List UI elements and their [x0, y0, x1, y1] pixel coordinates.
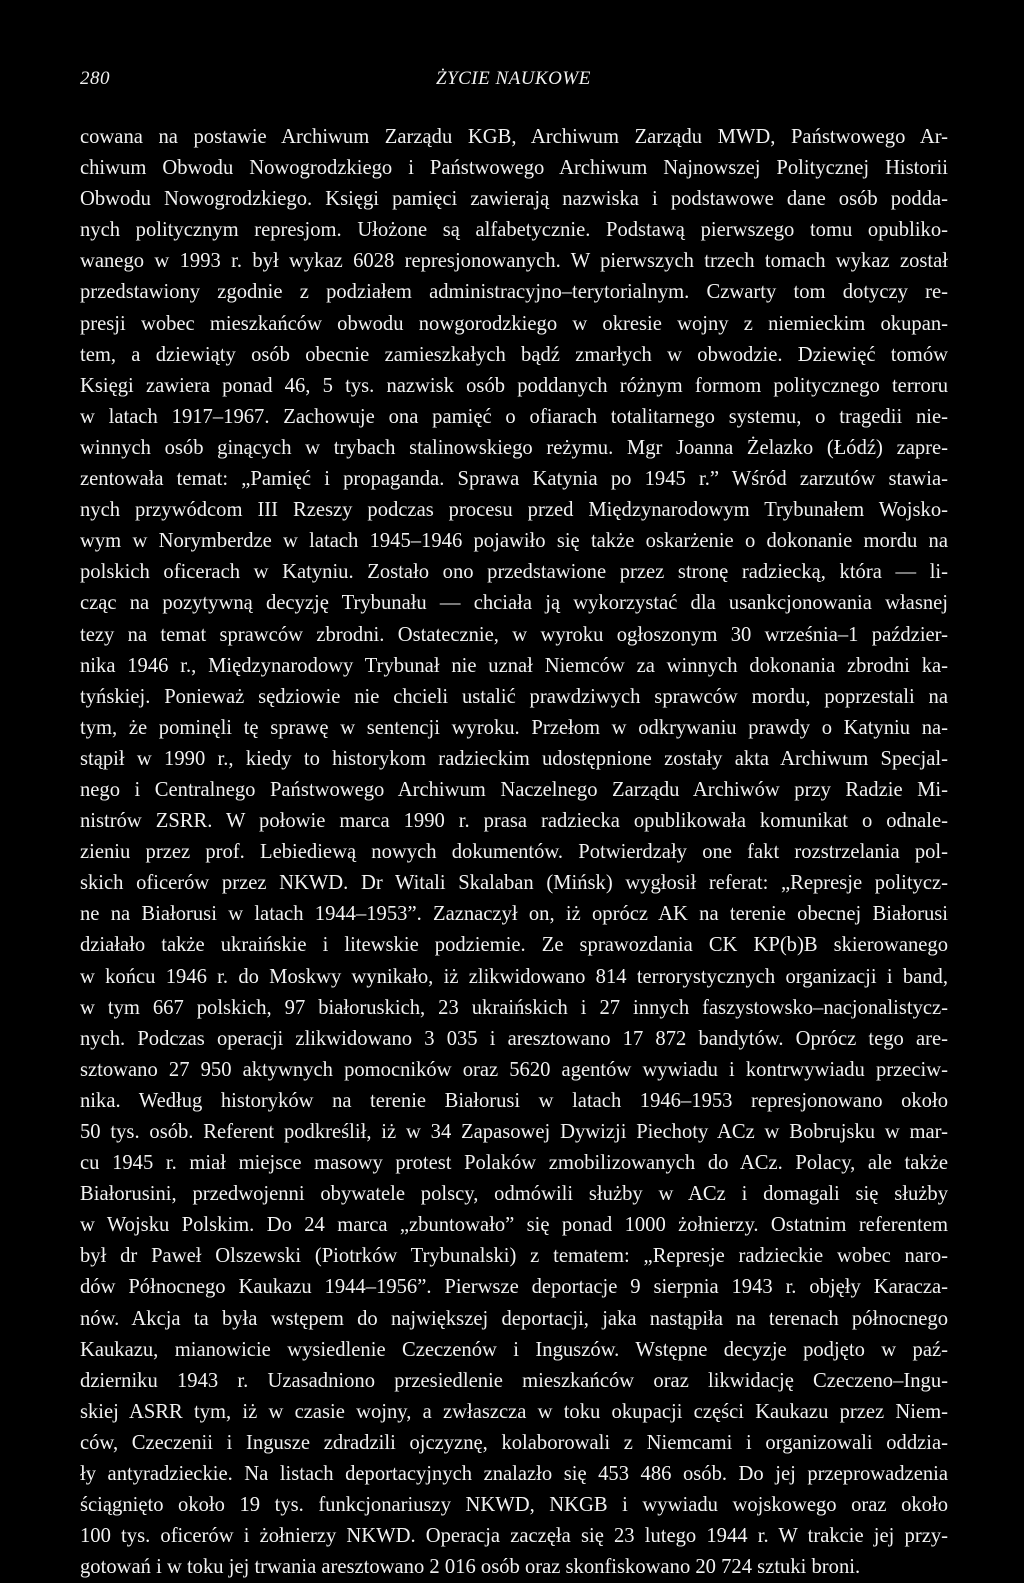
text-line: ły antyradzieckie. Na listach deportacyjnych znalazło się 453 486 osób. Do jej przeprowadzenia — [80, 1463, 948, 1486]
text-line: tezy na temat sprawców zbrodni. Ostatecznie, w wyroku ogłoszonym 30 września–1 paździer- — [80, 623, 948, 646]
text-line: wanego w 1993 r. był wykaz 6028 represjonowanych. W pierwszych trzech tomach wykaz został — [80, 250, 948, 273]
text-line: ców, Czeczenii i Ingusze zdradzili ojczyznę, kolaborowali z Niemcami i organizowali oddzia- — [80, 1431, 948, 1454]
text-line: dów Północnego Kaukazu 1944–1956”. Pierwsze deportacje 9 sierpnia 1943 r. objęły Karacza- — [80, 1276, 948, 1299]
text-line: 50 tys. osób. Referent podkreślił, iż w 34 Zapasowej Dywizji Piechoty ACz w Bobrujsku w mar- — [80, 1121, 948, 1143]
text-line: nika 1946 r., Międzynarodowy Trybunał nie uznał Niemców za winnych dokonania zbrodni ka- — [80, 654, 948, 677]
text-line: w tym 667 polskich, 97 białoruskich, 23 ukraińskich i 27 innych faszystowsko–nacjonalistycz- — [80, 996, 948, 1019]
text-line: Księgi zawiera ponad 46, 5 tys. nazwisk osób poddanych różnym formom politycznego terroru — [80, 374, 948, 397]
page-number: 280 — [80, 68, 110, 89]
text-line: przedstawiony zgodnie z podziałem administracyjno–terytorialnym. Czwarty tom dotyczy re- — [80, 281, 948, 304]
text-line: ściągnięto około 19 tys. funkcjonariuszy NKWD, NKGB i wywiadu wojskowego oraz około — [80, 1494, 948, 1517]
text-line: sztowano 27 950 aktywnych pomocników oraz 5620 agentów wywiadu i kontrwywiadu przeciw- — [80, 1058, 948, 1081]
text-line: nych. Podczas operacji zlikwidowano 3 035 i aresztowano 17 872 bandytów. Oprócz tego are- — [80, 1027, 948, 1050]
text-line: 100 tys. oficerów i żołnierzy NKWD. Operacja zaczęła się 23 lutego 1944 r. W trakcie jej przy- — [80, 1525, 948, 1548]
text-line: polskich oficerach w Katyniu. Zostało ono przedstawione przez stronę radziecką, która — li- — [80, 561, 948, 584]
text-line: zieniu przez prof. Lebiediewą nowych dokumentów. Potwierdzały one fakt rozstrzelania pol- — [80, 841, 948, 864]
text-line: nego i Centralnego Państwowego Archiwum Naczelnego Zarządu Archiwów przy Radzie Mi- — [80, 778, 948, 801]
text-line: nika. Według historyków na terenie Białorusi w latach 1946–1953 represjonowano około — [80, 1089, 948, 1112]
text-line: skiej ASRR tym, iż w czasie wojny, a zwłaszcza w toku okupacji części Kaukazu przez Niem- — [80, 1400, 948, 1423]
text-line: działało także ukraińskie i litewskie podziemie. Ze sprawozdania CK KP(b)B skierowanego — [80, 934, 948, 957]
text-line: był dr Paweł Olszewski (Piotrków Trybunalski) z tematem: „Represje radzieckie wobec naro- — [80, 1245, 948, 1268]
text-line: stąpił w 1990 r., kiedy to historykom radzieckim udostępnione zostały akta Archiwum Specjal- — [80, 747, 948, 770]
text-line: tym, że pominęli tę sprawę w sentencji wyroku. Przełom w odkrywaniu prawdy o Katyniu na- — [80, 716, 948, 739]
text-line: cowana na postawie Archiwum Zarządu KGB, Archiwum Zarządu MWD, Państwowego Ar- — [80, 126, 948, 148]
text-line: winnych osób ginących w trybach stalinowskiego reżymu. Mgr Joanna Żelazko (Łódź) zapre- — [80, 436, 948, 459]
text-line: skich oficerów przez NKWD. Dr Witali Skalaban (Mińsk) wygłosił referat: „Represje politycz- — [80, 872, 948, 895]
text-line: nych politycznym represjom. Ułożone są alfabetycznie. Podstawą pierwszego tomu opubliko- — [80, 219, 948, 242]
text-line: dzierniku 1943 r. Uzasadniono przesiedlenie mieszkańców oraz likwidację Czeczeno–Ingu- — [80, 1369, 948, 1392]
page-header — [80, 68, 948, 98]
text-line: cu 1945 r. miał miejsce masowy protest Polaków zmobilizowanych do ACz. Polacy, ale także — [80, 1152, 948, 1175]
text-line: chiwum Obwodu Nowogrodzkiego i Państwowego Archiwum Najnowszej Politycznej Historii — [80, 157, 948, 180]
text-line: Kaukazu, mianowicie wysiedlenie Czeczenów i Inguszów. Wstępne decyzje podjęto w paź- — [80, 1338, 948, 1361]
text-line: nistrów ZSRR. W połowie marca 1990 r. prasa radziecka opublikowała komunikat o odnale- — [80, 810, 948, 833]
text-line: wym w Norymberdze w latach 1945–1946 pojawiło się także oskarżenie o dokonanie mordu na — [80, 530, 948, 553]
text-line: w latach 1917–1967. Zachowuje ona pamięć o ofiarach totalitarnego systemu, o tragedii nie- — [80, 405, 948, 428]
body-text — [80, 122, 948, 1583]
text-line: Białorusini, przedwojenni obywatele polscy, odmówili służby w ACz i domagali się służby — [80, 1183, 948, 1206]
text-line: gotowań i w toku jej trwania aresztowano 2 016 osób oraz skonfiskowano 20 724 sztuki broni. — [80, 1556, 861, 1579]
text-line: cząc na pozytywną decyzję Trybunału — chciała ją wykorzystać dla usankcjonowania własnej — [80, 592, 948, 615]
text-line: nów. Akcja ta była wstępem do największej deportacji, jaka nastąpiła na terenach północnego — [80, 1307, 948, 1330]
text-line: presji wobec mieszkańców obwodu nowgorodzkiego w okresie wojny z niemieckim okupan- — [80, 312, 948, 335]
text-line: nych przywódcom III Rzeszy podczas procesu przed Międzynarodowym Trybunałem Wojsko- — [80, 499, 948, 522]
text-line: tyńskiej. Ponieważ sędziowie nie chcieli ustalić prawdziwych sprawców mordu, poprzestali na — [80, 685, 948, 708]
text-line: ne na Białorusi w latach 1944–1953”. Zaznaczył on, iż oprócz AK na terenie obecnej Białorusi — [80, 903, 948, 926]
running-title: ŻYCIE NAUKOWE — [436, 68, 591, 89]
text-line: zentowała temat: „Pamięć i propaganda. Sprawa Katynia po 1945 r.” Wśród zarzutów stawia- — [80, 468, 948, 491]
text-line: tem, a dziewiąty osób obecnie zamieszkałych bądź zmarłych w obwodzie. Dziewięć tomów — [80, 343, 948, 366]
text-line: Obwodu Nowogrodzkiego. Księgi pamięci zawierają nazwiska i podstawowe dane osób podda- — [80, 188, 948, 211]
text-line: w Wojsku Polskim. Do 24 marca „zbuntowało” się ponad 1000 żołnierzy. Ostatnim referentem — [80, 1214, 948, 1237]
text-line: w końcu 1946 r. do Moskwy wynikało, iż zlikwidowano 814 terrorystycznych organizacji i band, — [80, 965, 948, 988]
